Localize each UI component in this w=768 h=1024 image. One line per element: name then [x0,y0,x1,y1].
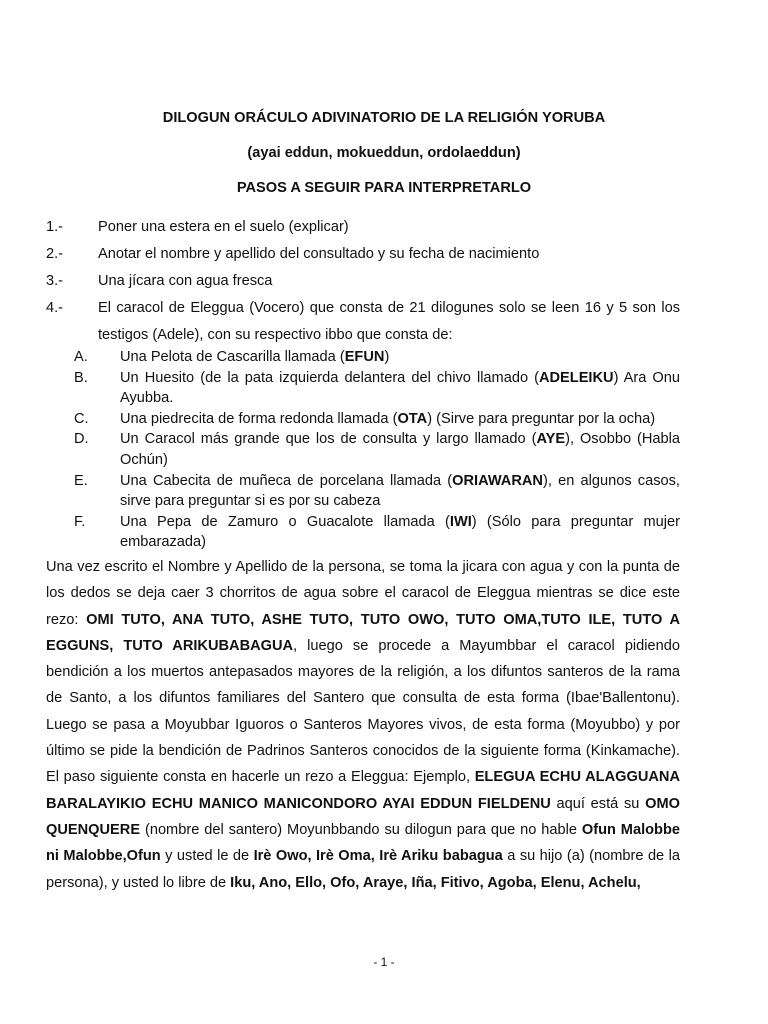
step-text: Anotar el nombre y apellido del consultado y su fecha de nacimiento [98,246,540,262]
paragraph-segment: a su hijo (a) (nombre de la persona), y usted lo libre de [46,848,680,891]
document-subtitle: (ayai eddun, mokueddun, ordolaeddun) [247,145,521,161]
step-number: 1.- [46,219,64,235]
list-item [46,295,680,349]
paragraph-segment: aquí está su [550,795,646,812]
list-item [74,347,680,368]
item-text [120,409,680,430]
list-item [74,368,680,409]
item-letter: F. [74,513,86,530]
item-text-after: ) [384,349,390,365]
step-number: 4.- [46,300,64,316]
item-text-after: ) (Sirve para preguntar por la ocha) [427,410,656,427]
paragraph-bold-segment: OMI TUTO, ANA TUTO, ASHE TUTO, TUTO OWO, TUTO OMA,TUTO ILE, TUTO A EGGUNS, TUTO ARIKUBABAGUA [46,611,681,654]
ibbo-items-list [74,347,680,553]
paragraph-bold-segment: ELEGUA ECHU ALAGGUANA BARALAYIKIO ECHU MANICO MANICONDORO AYAI EDDUN FIELDENU [46,769,680,812]
item-text-after: ) (Sólo para preguntar mujer embarazada) [120,513,680,551]
paragraph-bold-segment: OMO QUENQUERE [46,795,680,838]
step-text: El caracol de Eleggua (Vocero) que consta de 21 dilogunes solo se leen 16 y 5 son los testigos (Adele), con su respectivo ibbo que consta de: [98,300,680,343]
item-bold-term: EFUN [344,349,385,365]
item-text-before: Una piedrecita de forma redonda llamada ( [120,410,398,427]
item-letter: E. [74,472,88,489]
item-letter: C. [74,410,89,427]
item-bold-term: ADELEIKU [538,369,614,386]
item-bold-term: AYE [536,431,566,448]
paragraph-segment: Una vez escrito el Nombre y Apellido de la persona, se toma la jicara con agua y con la punta de los dedos se deja caer 3 chorritos de agua sobre el caracol de Eleggua mientras se dice este rezo: [46,559,680,628]
steps-list [46,214,680,349]
paragraph-segment: , luego se procede a Mayumbbar el caracol pidiendo bendición a los muertos antepasados mayores de la religión, a los difuntos santeros de la rama de Santo, a los difuntos familiares del Santero que consulta de esta forma (Ibae'Ballentonu). Luego se pasa a Moyubbar Iguoros o Santeros Mayores vivos, de esta forma (Moyubbo) y por último se pide la bendición de Padrinos Santeros conocidos de la siguiente forma (Kinkamache). El paso siguiente consta en hacerle un rezo a Eleggua: Ejemplo, [46,637,680,786]
item-letter: D. [74,431,89,448]
body-paragraph [46,554,680,896]
paragraph-bold-segment: Irè Owo, Irè Oma, Irè Ariku babagua [253,848,503,865]
item-text [120,512,680,553]
list-item [74,429,680,470]
step-text: Poner una estera en el suelo (explicar) [98,219,349,235]
item-text-before: Un Caracol más grande que los de consulta y largo llamado ( [120,431,537,448]
list-item [74,409,680,430]
item-text [120,347,680,368]
item-text-after: ) Ara Onu Ayubba. [120,369,680,407]
item-letter: A. [74,349,88,365]
list-item [74,512,680,553]
list-item [46,214,680,241]
paragraph-segment: y usted le de [160,848,254,865]
item-text [120,429,680,470]
item-letter: B. [74,369,88,386]
paragraph-bold-segment: Ofun Malobbe ni Malobbe,Ofun [46,821,680,865]
item-text-before: Una Pelota de Cascarilla llamada ( [120,349,345,365]
item-text [120,471,680,512]
paragraph-bold-segment: Iku, Ano, Ello, Ofo, Araye, Iña, Fitivo, Agoba, Elenu, Achelu, [230,874,641,891]
item-text-before: Una Pepa de Zamuro o Guacalote llamada ( [120,513,450,530]
item-text-after: ), Osobbo (Habla Ochún) [120,431,680,468]
item-bold-term: ORIAWARAN [452,472,543,489]
item-bold-term: OTA [397,410,428,427]
item-text [120,368,680,409]
item-text-before: Un Huesito (de la pata izquierda delantera del chivo llamado ( [120,369,539,386]
paragraph-segment: (nombre del santero) Moyunbbando su dilogun para que no hable [140,821,582,838]
list-item [74,471,680,512]
section-heading: PASOS A SEGUIR PARA INTERPRETARLO [236,180,532,196]
item-text-after: ), en algunos casos, sirve para preguntar si es por su cabeza [120,472,680,510]
list-item [46,241,680,268]
step-text: Una jícara con agua fresca [98,273,273,289]
item-bold-term: IWI [449,513,472,530]
step-number: 2.- [46,246,64,262]
document-title: DILOGUN ORÁCULO ADIVINATORIO DE LA RELIGIÓN YORUBA [162,110,606,126]
list-item [46,268,680,295]
page-number: - 1 - [373,955,395,969]
step-number: 3.- [46,273,64,289]
item-text-before: Una Cabecita de muñeca de porcelana llamada ( [120,472,453,489]
